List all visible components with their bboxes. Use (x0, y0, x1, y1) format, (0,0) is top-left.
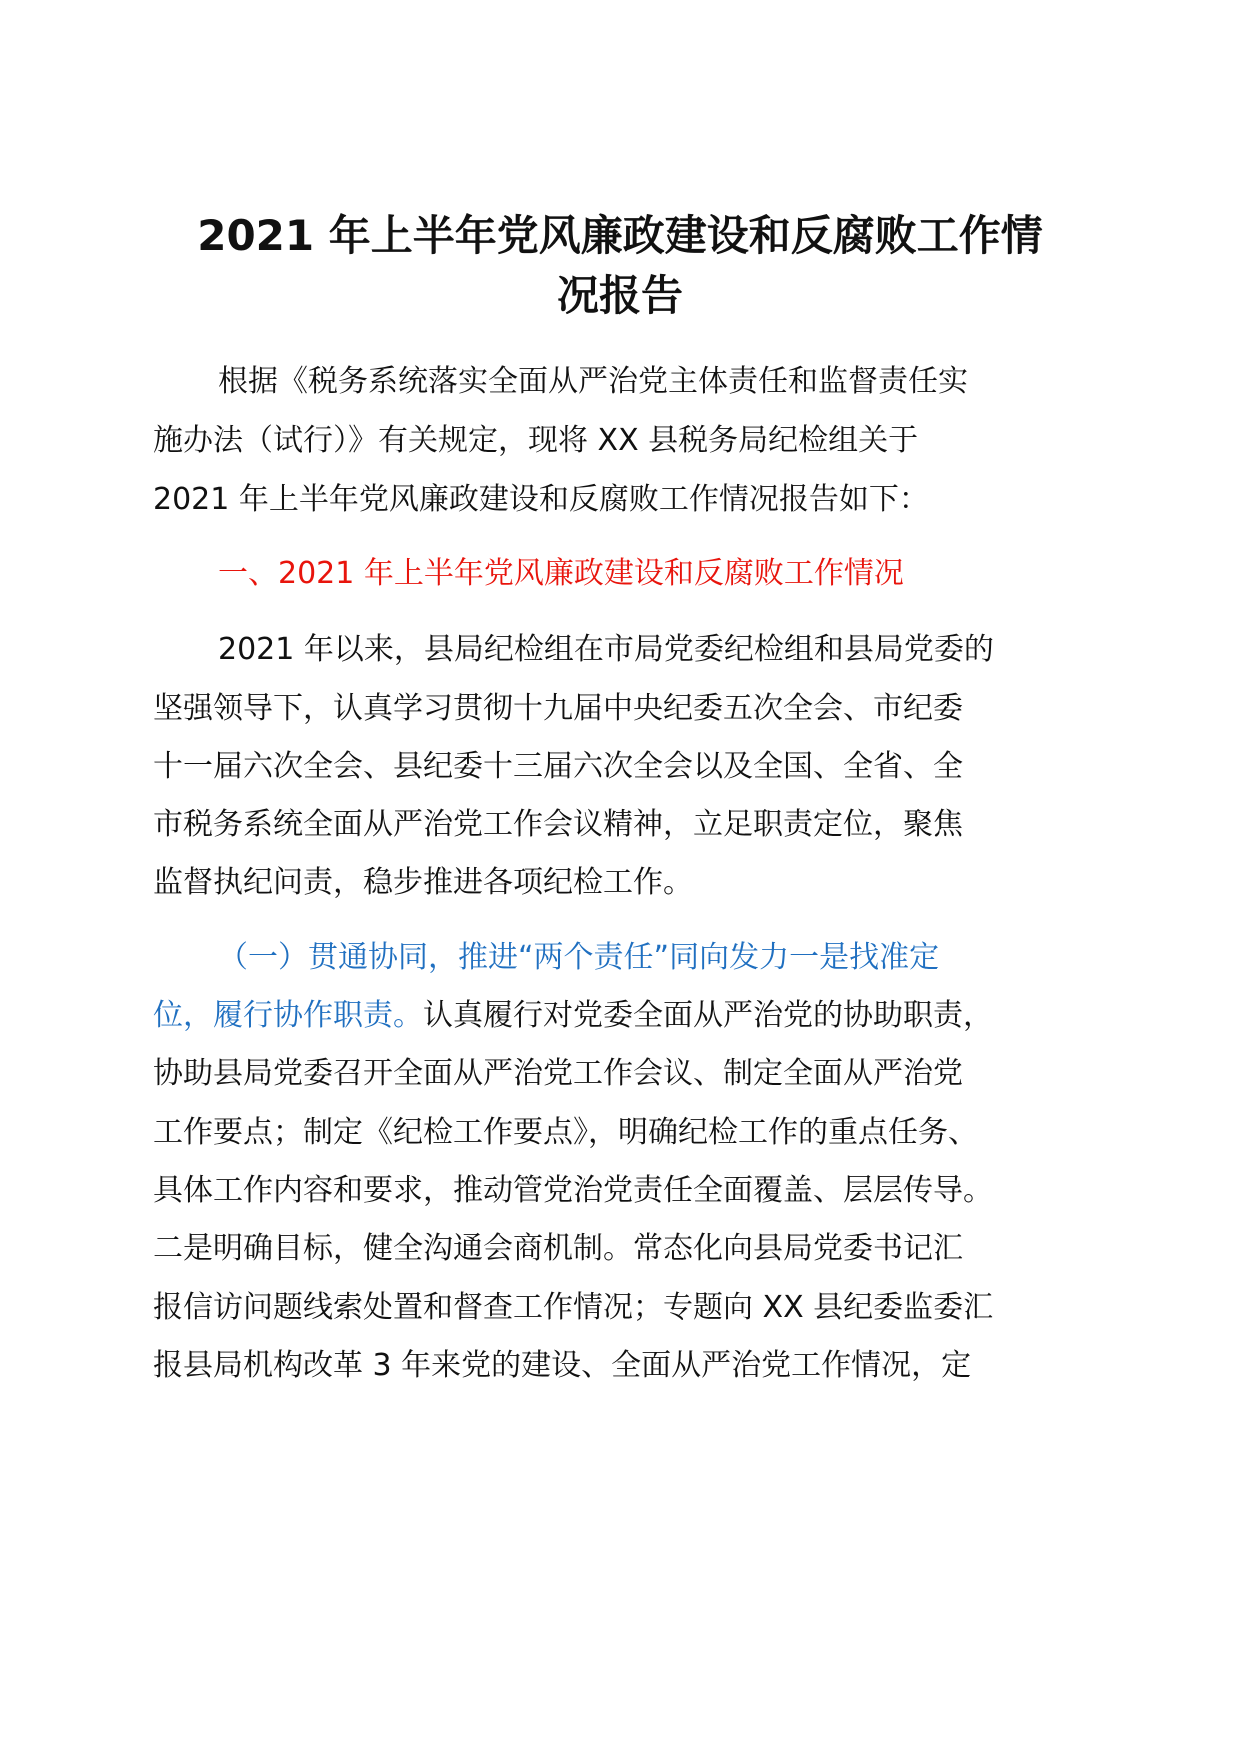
paragraph-line: 协助县局党委召开全面从严治党工作会议、制定全面从严治党 (153, 1056, 963, 1091)
intro-line: 2021 年上半年党风廉政建设和反腐败工作情况报告如下： (153, 482, 929, 517)
paragraph-line: 报县局机构改革 3 年来党的建设、全面从严治党工作情况，定 (153, 1348, 972, 1383)
subheading-line: （一）贯通协同，推进“两个责任”同向发力一是找准定 (218, 940, 940, 975)
document-title (150, 206, 1090, 326)
paragraph-line: 工作要点；制定《纪检工作要点》，明确纪检工作的重点任务、 (153, 1115, 978, 1150)
subheading-line-2: 位，履行协作职责。 (153, 998, 423, 1033)
title-line-2: 况报告 (556, 271, 683, 320)
paragraph-line: 坚强领导下，认真学习贯彻十九届中央纪委五次全会、市纪委 (153, 691, 963, 726)
paragraph-line: 二是明确目标，健全沟通会商机制。常态化向县局党委书记汇 (153, 1231, 963, 1266)
paragraph-line: 具体工作内容和要求，推动管党治党责任全面覆盖、层层传导。 (153, 1173, 993, 1208)
subheading-continuation (153, 996, 993, 1036)
paragraph-line: 报信访问题线索处置和督查工作情况；专题向 XX 县纪委监委汇 (153, 1290, 994, 1325)
intro-line: 根据《税务系统落实全面从严治党主体责任和监督责任实 (218, 364, 968, 399)
section-heading: 一、2021 年上半年党风廉政建设和反腐败工作情况 (218, 556, 904, 591)
paragraph-line: 监督执纪问责，稳步推进各项纪检工作。 (153, 865, 693, 900)
paragraph-line: 市税务系统全面从严治党工作会议精神，立足职责定位，聚焦 (153, 807, 963, 842)
intro-line: 施办法（试行）》有关规定，现将 XX 县税务局纪检组关于 (153, 423, 919, 458)
title-line-1: 2021 年上半年党风廉政建设和反腐败工作情 (197, 211, 1043, 260)
paragraph-line: 2021 年以来，县局纪检组在市局党委纪检组和县局党委的 (218, 632, 994, 667)
paragraph-line-rest: 认真履行对党委全面从严治党的协助职责， (423, 998, 993, 1033)
paragraph-line: 十一届六次全会、县纪委十三届六次全会以及全国、全省、全 (153, 749, 963, 784)
